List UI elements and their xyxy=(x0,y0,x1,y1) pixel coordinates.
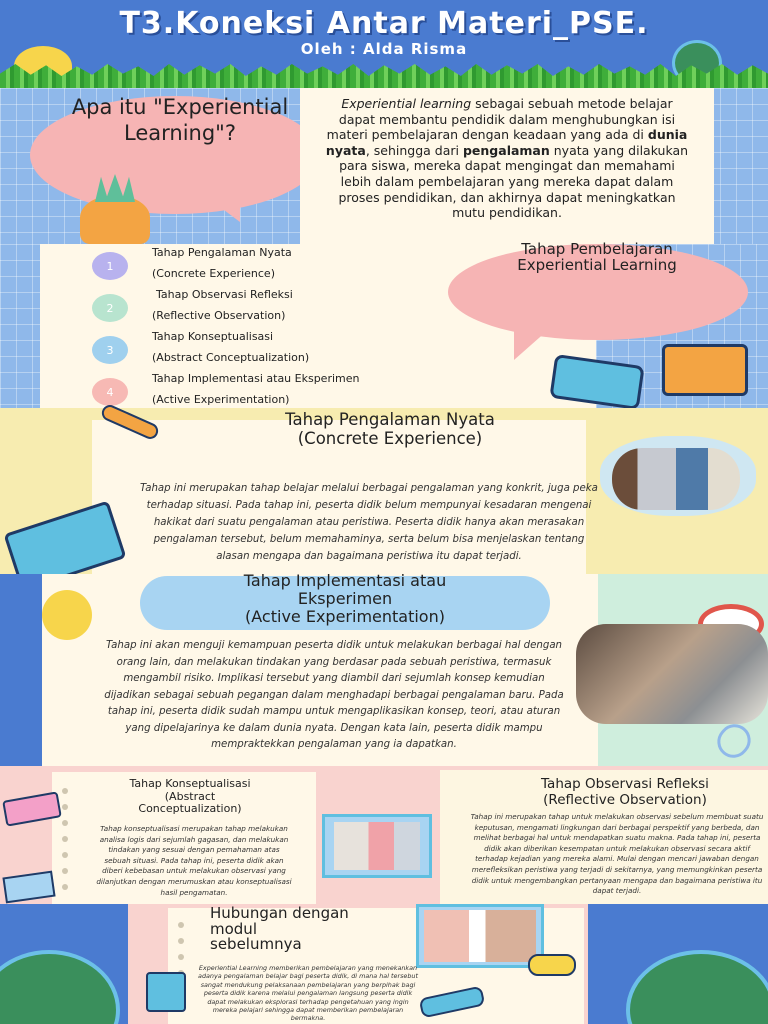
stage-number: 1 xyxy=(92,252,128,280)
abstract-title-line: Conceptualization) xyxy=(138,802,242,815)
stage-name: Tahap Pengalaman Nyata xyxy=(152,246,292,259)
lab-photo-inner xyxy=(424,910,536,962)
cat-plant-icon xyxy=(80,196,150,244)
stages-grid-left xyxy=(0,244,40,408)
abstract-title-line: (Abstract xyxy=(164,789,216,803)
intro-bold-experience: pengalaman xyxy=(462,142,550,158)
stage-item xyxy=(92,248,392,288)
stage-name: Tahap Konseptualisasi xyxy=(152,330,274,343)
globe-icon xyxy=(0,950,120,1024)
connection-title-line: Hubungan dengan xyxy=(210,904,349,922)
author-line: Oleh : Alda Risma xyxy=(300,40,468,58)
stage-number: 3 xyxy=(92,336,128,364)
smiley-sun-icon xyxy=(42,590,92,640)
connection-title-line: sebelumnya xyxy=(210,935,302,953)
stage-english: (Active Experimentation) xyxy=(152,393,290,406)
tape-icon xyxy=(528,954,576,976)
connection-section xyxy=(0,904,768,1024)
intro-text-part: nyata yang dilakukan para siswa, mereka dapat mengingat dan memahami lebih dalam pembelajaran yang mereka dapat dalam proses pendidikan, dan akhirnya dapat meningkatkan mutu pendidikan. xyxy=(338,142,689,221)
concrete-text: Tahap ini merupakan tahap belajar melalui berbagai pengalaman yang konkrit, juga peka terhadap situasi. Pada tahap ini, peserta didik belum mempunyai kesadaran mengenai hakikat dari suatu pengalaman atau peristiwa. Peserta didik hanya akan merasakan pengalaman tersebut, belum memahaminya, serta belum bisa menjelaskan tentang alasan mengapa dan bagaimana peristiwa itu dapat terjadi. xyxy=(140,483,598,562)
concrete-title xyxy=(200,410,580,448)
active-title-line: Tahap Implementasi atau xyxy=(243,571,447,590)
active-title xyxy=(150,572,540,626)
concrete-title-line: Tahap Pengalaman Nyata xyxy=(285,410,495,429)
envelope-icon xyxy=(2,871,55,904)
header-band xyxy=(0,0,768,88)
question-heading: Apa itu "Experiential Learning"? xyxy=(71,95,289,145)
stage-english: (Concrete Experience) xyxy=(152,267,275,280)
stages-section xyxy=(0,240,768,408)
cup-icon xyxy=(146,972,186,1012)
globe-icon xyxy=(626,950,768,1024)
grass-strip xyxy=(0,64,768,88)
connection-title-line: modul xyxy=(210,919,257,938)
connection-title xyxy=(210,906,390,953)
stage-item xyxy=(92,374,452,408)
connection-text: Experiential Learning memberikan pembelajaran yang menekankan adanya pengalaman belajar bagi peserta didik, di mana hal tersebut sangat mendukung pelaksanaan pembelajaran yang berpihak bagi peserta didik karena melalui pengalaman langsung peserta didik dapat melakukan eksplorasi terhadap pengetahuan yang ingin mereka pelajari sehingga dapat memberikan pembelajaran bermakna. xyxy=(198,964,418,1023)
stage-number: 2 xyxy=(92,294,128,322)
concrete-section xyxy=(0,408,768,574)
active-title-line: Eksperimen xyxy=(297,589,393,608)
intro-bold-real-world: dunia nyata xyxy=(325,127,688,158)
classroom-photo xyxy=(576,624,768,724)
stages-heading: Tahap Pembelajaran Experiential Learning xyxy=(517,240,677,274)
active-text: Tahap ini akan menguji kemampuan peserta didik untuk melakukan berbagai hal dengan orang lain, dan melakukan tindakan yang berdasar pada sebuah peristiwa, termasuk mengambil risiko. Implikasi tersebut yang diambil dari sejumlah konsep kemudian dijadikan sebagai sebuah pegangan dalam menghadapi berbagai pengalaman baru. Pada tahap ini, peserta didik sudah mampu untuk mengaplikasikan konsep, teori, atau aturan yang dipelajarinya ke dalam dunia nyata. Dengan kata lain, peserta didik mampu mempraktekkan pengalaman yang ia dapatkan. xyxy=(104,640,564,750)
concrete-title-line: (Concrete Experience) xyxy=(297,429,483,448)
stage-number: 4 xyxy=(92,378,128,406)
intro-text-part: , sehingga dari xyxy=(365,142,463,158)
stamp-icon xyxy=(662,344,748,396)
notebook-dots xyxy=(62,778,72,900)
reflective-title-line: (Reflective Observation) xyxy=(543,792,707,808)
abstract-title-line: Tahap Konseptualisasi xyxy=(129,777,251,790)
intro-term: Experiential learning xyxy=(341,96,472,111)
stage-item xyxy=(92,332,412,372)
intro-text-part: sebagai sebuah metode belajar dapat membantu pendidik dalam menghubungkan isi materi pembelajaran dengan keadaan yang ada di xyxy=(326,96,676,143)
stage-name: Tahap Implementasi atau Eksperimen xyxy=(152,372,360,385)
intro-section xyxy=(0,88,768,244)
page-title: T3.Koneksi Antar Materi_PSE. xyxy=(119,6,649,41)
intro-paragraph xyxy=(322,96,692,221)
active-title-line: (Active Experimentation) xyxy=(245,607,445,626)
reflective-text: Tahap ini merupakan tahap untuk melakukan observasi sebelum membuat suatu keputusan, mengamati lingkungan dari berbagai perspektif yang berbeda, dan melihat berbagai hal untuk mendapatkan suatu makna. Pada tahap ini, peserta didik akan diberikan kesempatan untuk melakukan observasi secara aktif terhadap kejadian yang mereka alami. Mulai dengan mencari jawaban dengan merefleksikan peristiwa yang terjadi di sekitarnya, yang memungkinkan peserta didik untuk mengembangkan pertanyaan mengapa dan bagaimana peristiwa itu dapat terjadi. xyxy=(470,812,764,896)
paperclip-icon xyxy=(711,718,757,765)
active-section xyxy=(0,571,768,766)
leaf-icon xyxy=(95,174,135,202)
kids-photo xyxy=(612,448,740,510)
stage-item xyxy=(92,290,392,330)
stage-name: Tahap Observasi Refleksi xyxy=(156,288,293,301)
reflective-title-line: Tahap Observasi Refleksi xyxy=(541,776,709,792)
abstract-text: Tahap konseptualisasi merupakan tahap melakukan analisa logis dari sejumlah gagasan, dan melakukan tindakan yang sesuai dengan pemahaman atas sebuah situasi. Pada tahap ini, peserta didik akan diberi kebebasan untuk melakukan observasi yang dilanjutkan dengan merumuskan atau konseptualisasi hasil pengamatan. xyxy=(96,824,292,897)
reflective-title xyxy=(480,776,768,808)
reading-photo-inner xyxy=(334,822,420,870)
abstract-reflective-section xyxy=(0,766,768,904)
abstract-title xyxy=(100,778,280,816)
stage-english: (Abstract Conceptualization) xyxy=(152,351,310,364)
stage-english: (Reflective Observation) xyxy=(152,309,286,322)
active-left-band xyxy=(0,574,42,766)
